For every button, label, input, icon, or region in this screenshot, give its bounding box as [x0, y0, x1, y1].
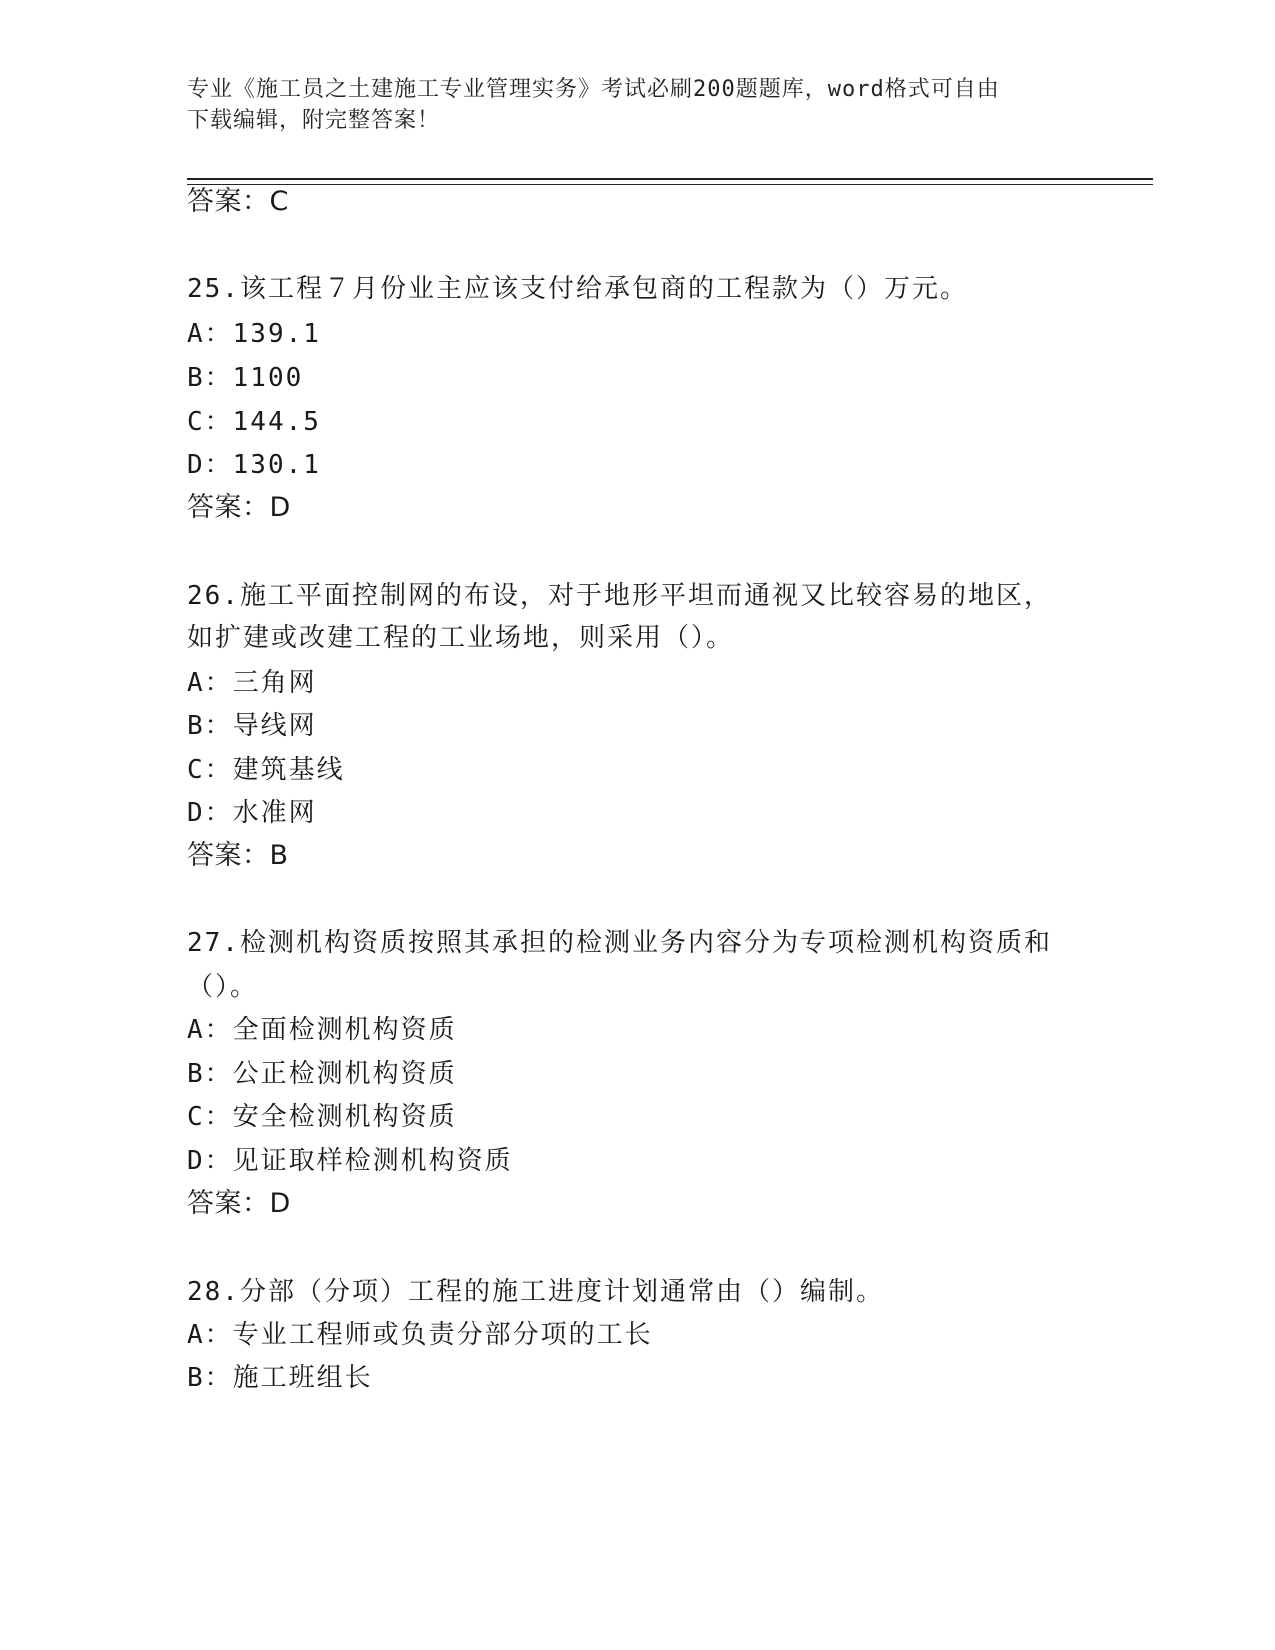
question-27-option-c: C：安全检测机构资质: [187, 1102, 457, 1132]
previous-answer: 答案：C: [187, 186, 289, 217]
question-25-answer: 答案：D: [187, 492, 291, 523]
question-25-option-d: D：130.1: [187, 450, 321, 480]
question-25-stem: 25.该工程７月份业主应该支付给承包商的工程款为（）万元。: [187, 274, 968, 304]
question-28-option-b: B：施工班组长: [187, 1363, 373, 1393]
question-27-option-a: A：全面检测机构资质: [187, 1015, 457, 1045]
question-25-option-a: A：139.1: [187, 319, 321, 349]
document-header: [187, 74, 1087, 136]
question-28-stem: 28.分部（分项）工程的施工进度计划通常由（）编制。: [187, 1277, 884, 1307]
question-26-option-d: D：水准网: [187, 798, 317, 828]
header-line-2: 下载编辑，附完整答案！: [187, 108, 441, 133]
question-26-option-a: A：三角网: [187, 668, 317, 698]
header-divider-thin: [187, 184, 1153, 185]
question-26-answer: 答案：B: [187, 840, 289, 871]
question-27-stem-line-1: 27.检测机构资质按照其承担的检测业务内容分为专项检测机构资质和: [187, 928, 1052, 958]
question-27-option-b: B：公正检测机构资质: [187, 1059, 457, 1089]
question-26-stem-line-2: 如扩建或改建工程的工业场地，则采用（）。: [187, 623, 735, 653]
question-26-stem-line-1: 26.施工平面控制网的布设，对于地形平坦而通视又比较容易的地区，: [187, 581, 1052, 611]
question-28-option-a: A：专业工程师或负责分部分项的工长: [187, 1320, 653, 1350]
question-25-option-b: B：1100: [187, 363, 304, 393]
header-divider-thick: [187, 178, 1153, 180]
question-27-option-d: D：见证取样检测机构资质: [187, 1146, 513, 1176]
question-26-option-c: C：建筑基线: [187, 755, 345, 785]
question-25-option-c: C：144.5: [187, 407, 321, 437]
header-line-1: 专业《施工员之土建施工专业管理实务》考试必刷200题题库，word格式可自由: [187, 77, 1000, 102]
question-27-answer: 答案：D: [187, 1188, 291, 1219]
question-27-stem-line-2: （）。: [187, 972, 259, 1002]
question-26-option-b: B：导线网: [187, 711, 317, 741]
